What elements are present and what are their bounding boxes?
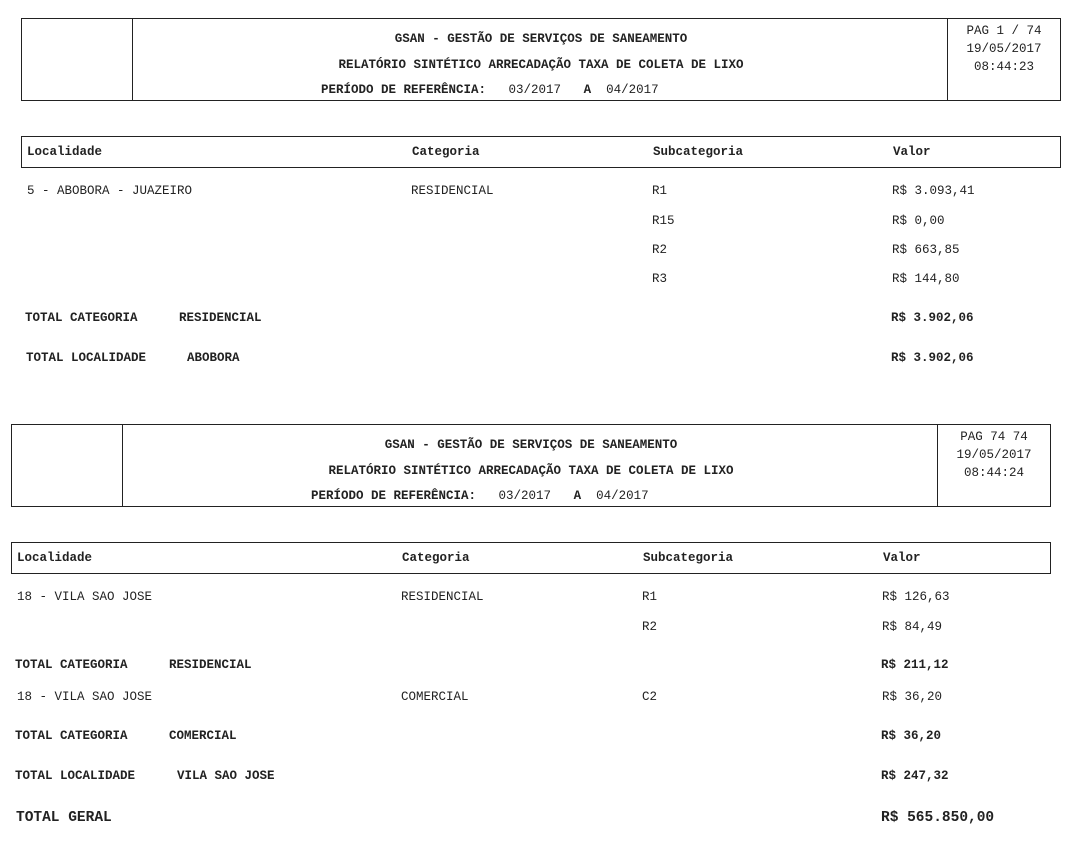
report-system-title: GSAN - GESTÃO DE SERVIÇOS DE SANEAMENTO [394, 32, 688, 46]
row-localidade: 18 - VILA SAO JOSE [17, 590, 153, 604]
row-localidade: 5 - ABOBORA - JUAZEIRO [27, 184, 193, 198]
total-categoria-name: RESIDENCIAL [169, 658, 252, 672]
total-categoria-label: TOTAL CATEGORIA [15, 729, 128, 743]
total-categoria-label: TOTAL CATEGORIA [25, 311, 138, 325]
period-separator: A [583, 83, 592, 97]
report-time: 08:44:24 [963, 466, 1024, 480]
total-categoria-valor: R$ 211,12 [881, 658, 949, 672]
row-valor: R$ 126,63 [882, 590, 950, 604]
col-subcategoria: Subcategoria [643, 551, 734, 565]
col-localidade: Localidade [17, 551, 93, 565]
total-localidade-name: VILA SAO JOSE [177, 769, 275, 783]
reference-period [321, 83, 659, 97]
row-valor: R$ 144,80 [892, 272, 960, 286]
total-localidade-label: TOTAL LOCALIDADE [26, 351, 147, 365]
row-subcategoria: R1 [652, 184, 668, 198]
report-date: 19/05/2017 [956, 448, 1032, 462]
total-categoria-name: COMERCIAL [169, 729, 237, 743]
report-date: 19/05/2017 [966, 42, 1042, 56]
row-subcategoria: R15 [652, 214, 675, 228]
report-header-page-1 [21, 18, 1061, 101]
column-header-bar [21, 136, 1061, 168]
total-categoria-label: TOTAL CATEGORIA [15, 658, 128, 672]
row-categoria: RESIDENCIAL [401, 590, 484, 604]
total-categoria-valor: R$ 3.902,06 [891, 311, 974, 325]
total-localidade-valor: R$ 247,32 [881, 769, 949, 783]
row-valor: R$ 84,49 [882, 620, 943, 634]
reference-period [311, 489, 649, 503]
row-subcategoria: R2 [642, 620, 658, 634]
period-label: PERÍODO DE REFERÊNCIA: [321, 83, 487, 97]
page-number: PAG 74 74 [960, 430, 1028, 444]
col-valor: Valor [883, 551, 921, 565]
row-valor: R$ 36,20 [882, 690, 943, 704]
row-localidade: 18 - VILA SAO JOSE [17, 690, 153, 704]
period-from: 03/2017 [508, 83, 562, 97]
period-from: 03/2017 [498, 489, 552, 503]
row-valor: R$ 663,85 [892, 243, 960, 257]
page-info [937, 425, 1050, 506]
report-system-title: GSAN - GESTÃO DE SERVIÇOS DE SANEAMENTO [384, 438, 678, 452]
col-valor: Valor [893, 145, 931, 159]
row-categoria: RESIDENCIAL [411, 184, 494, 198]
row-subcategoria: R3 [652, 272, 668, 286]
total-localidade-name: ABOBORA [187, 351, 240, 365]
total-localidade-label: TOTAL LOCALIDADE [15, 769, 136, 783]
report-title: RELATÓRIO SINTÉTICO ARRECADAÇÃO TAXA DE COLETA DE LIXO [338, 58, 744, 72]
period-to: 04/2017 [596, 489, 649, 503]
total-localidade-valor: R$ 3.902,06 [891, 351, 974, 365]
total-categoria-name: RESIDENCIAL [179, 311, 262, 325]
row-categoria: COMERCIAL [401, 690, 469, 704]
row-subcategoria: R1 [642, 590, 658, 604]
column-header-bar [11, 542, 1051, 574]
row-subcategoria: R2 [652, 243, 668, 257]
col-subcategoria: Subcategoria [653, 145, 744, 159]
row-valor: R$ 0,00 [892, 214, 945, 228]
period-label: PERÍODO DE REFERÊNCIA: [311, 489, 477, 503]
row-valor: R$ 3.093,41 [892, 184, 975, 198]
row-subcategoria: C2 [642, 690, 658, 704]
col-categoria: Categoria [402, 551, 470, 565]
report-title: RELATÓRIO SINTÉTICO ARRECADAÇÃO TAXA DE COLETA DE LIXO [328, 464, 734, 478]
report-time: 08:44:23 [973, 60, 1034, 74]
col-categoria: Categoria [412, 145, 480, 159]
total-geral-label: TOTAL GERAL [16, 810, 112, 826]
period-to: 04/2017 [606, 83, 659, 97]
report-header-page-74 [11, 424, 1051, 507]
col-localidade: Localidade [27, 145, 103, 159]
period-separator: A [573, 489, 582, 503]
total-geral-valor: R$ 565.850,00 [881, 810, 995, 826]
total-categoria-valor: R$ 36,20 [881, 729, 942, 743]
page-number: PAG 1 / 74 [966, 24, 1042, 38]
page-info [947, 19, 1060, 100]
